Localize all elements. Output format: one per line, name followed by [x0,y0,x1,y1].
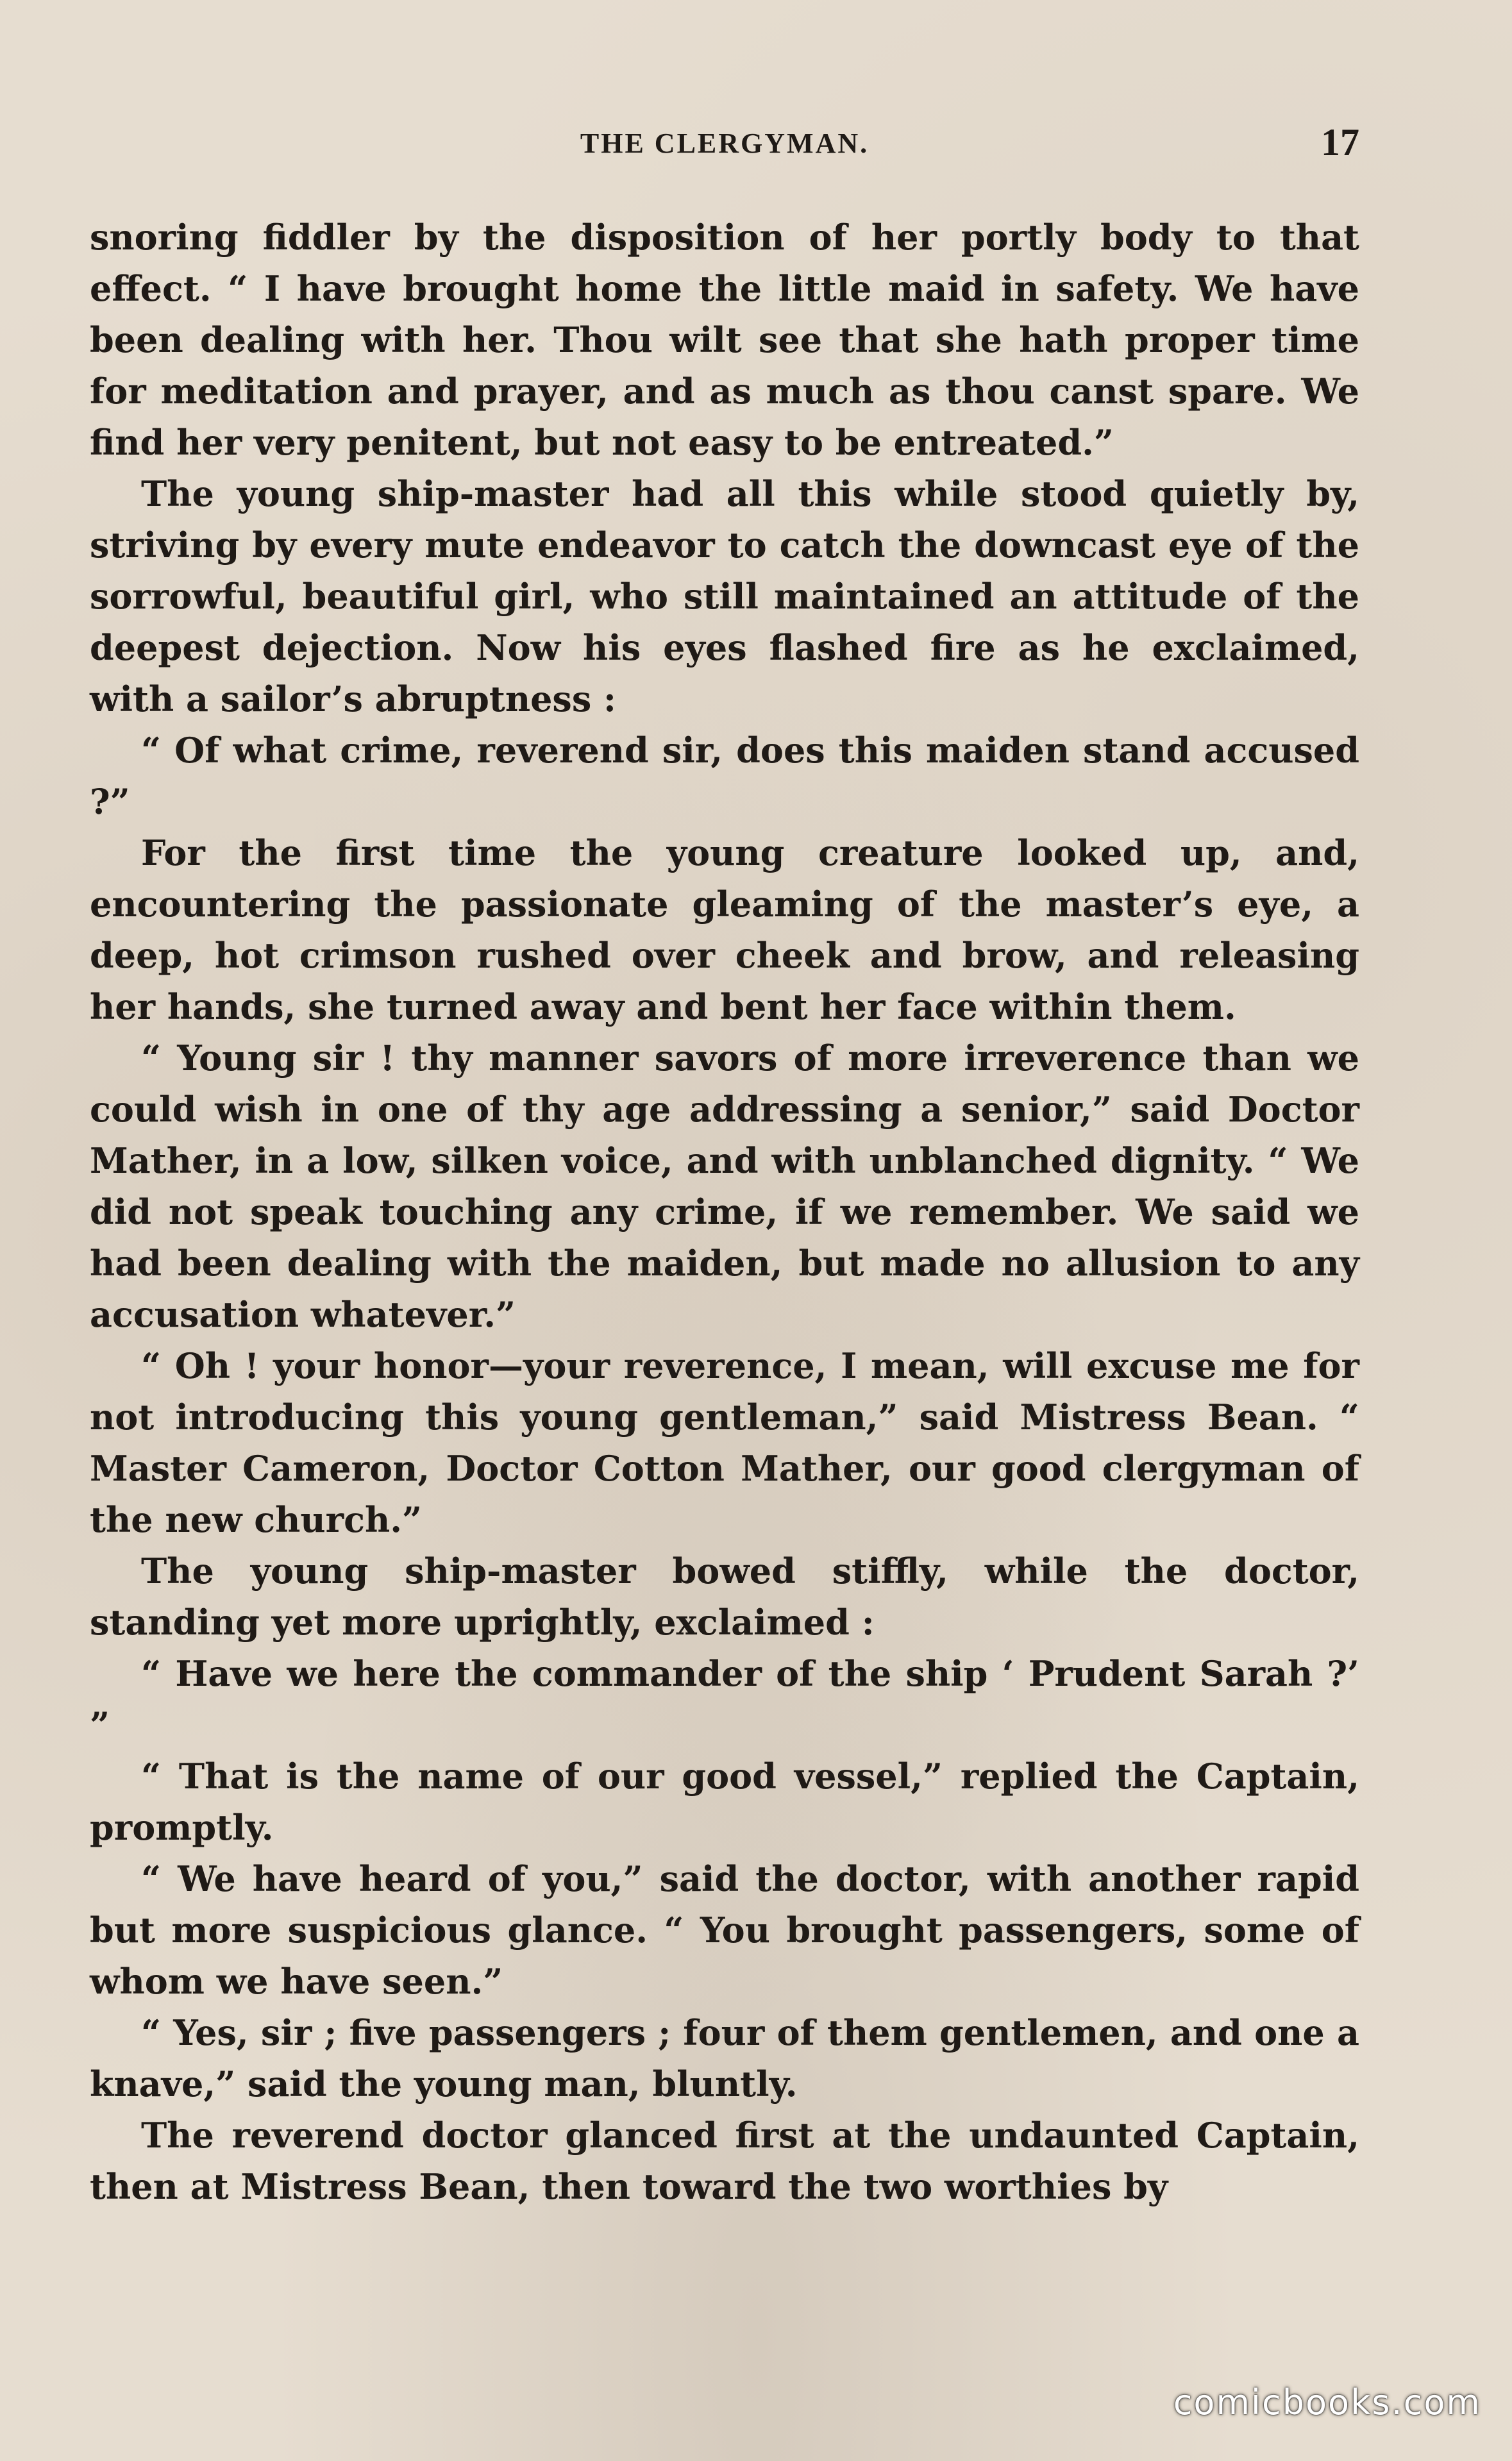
paragraph: “ Of what crime, reverend sir, does this maiden stand accused ?” [90,730,1359,822]
paragraph: “ We have heard of you,” said the doctor, with another rapid but more suspicious glance. “ You brought passengers, some of whom we have seen.” [90,1858,1359,2002]
body-text [90,212,1359,2212]
paragraph: The young ship-master bowed stiffly, while the doctor, standing yet more uprightly, exclaimed : [90,1550,1359,1643]
paragraph: “ Young sir ! thy manner savors of more irreverence than we could wish in one of thy age addressing a senior,” said Doctor Mather, in a low, silken voice, and with unblanched dignity. “ We did not speak touching any crime, if we remember. We said we had been dealing with the maiden, but made no allusion to any accusation whatever.” [90,1037,1359,1335]
paragraph: The young ship-master had all this while stood quietly by, striving by every mute endeavor to catch the downcast eye of the sorrowful, beautiful girl, who still maintained an attitude of the deepest dejection. Now his eyes flashed fire as he exclaimed, with a sailor’s abruptness : [90,473,1359,719]
running-head [90,121,1359,178]
paragraph: “ Yes, sir ; five passengers ; four of them gentlemen, and one a knave,” said the young man, bluntly. [90,2012,1359,2104]
paragraph: “ Oh ! your honor—your reverence, I mean, will excuse me for not introducing this young gentleman,” said Mistress Bean. “ Master Cameron, Doctor Cotton Mather, our good clergyman of the new church.” [90,1345,1359,1540]
running-title: THE CLERGYMAN. [580,128,869,159]
paragraph: The reverend doctor glanced first at the undaunted Captain, then at Mistress Bean, then toward the two worthies by [90,2115,1359,2207]
paragraph: snoring fiddler by the disposition of her portly body to that effect. “ I have brought home the little maid in safety. We have been dealing with her. Thou wilt see that she hath proper time for meditation and prayer, and as much as thou canst spare. We find her very penitent, but not easy to be entreated.” [90,217,1359,463]
paragraph: “ Have we here the commander of the ship ‘ Prudent Sarah ?’ ” [90,1653,1359,1745]
paragraph: “ That is the name of our good vessel,” replied the Captain, promptly. [90,1756,1359,1848]
paragraph: For the first time the young creature looked up, and, encountering the passionate gleaming of the master’s eye, a deep, hot crimson rushed over cheek and brow, and releasing her hands, she turned away and bent her face within them. [90,832,1359,1027]
site-watermark: comicbooks.com [1173,2382,1481,2423]
page-number: 17 [1321,121,1359,164]
